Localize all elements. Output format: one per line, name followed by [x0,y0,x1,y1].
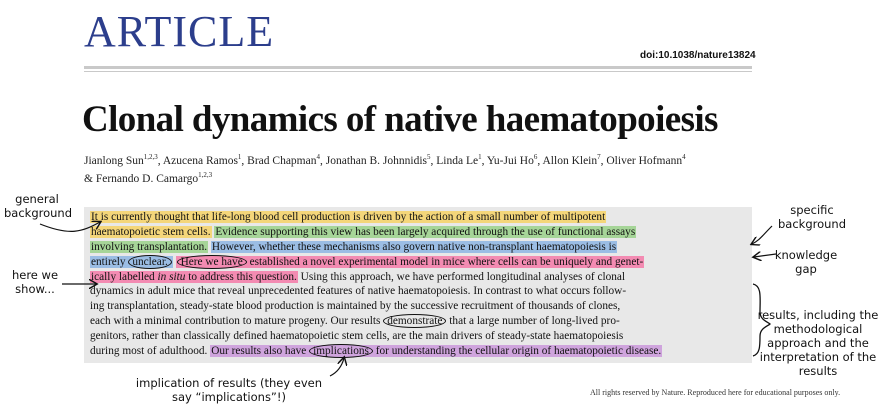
author: Oliver Hofmann [606,154,683,167]
circled-word-unclear: unclear. [128,255,171,269]
annotation-knowledge-gap: knowledge gap [774,248,838,276]
author: Jianlong Sun [84,154,144,167]
annotation-here-we-show: here we show... [11,268,59,296]
annotation-general-background: general background [4,192,73,220]
specific-background-highlight: Evidence supporting this view has been largely acquired through the use of functional assays [215,225,636,238]
circled-word-demonstrate: demonstrate [383,314,446,328]
author-affiliation: 4 [682,153,686,161]
results-bracket [753,284,770,356]
author-affiliation: 5 [427,153,431,161]
abstract-line: dynamics in adult mice that reveal unprecedented features of native haematopoiesis. In contrast to what occurs follow- [90,285,627,298]
author-affiliation: 1,2,3 [198,170,213,179]
abstract-text: established a novel experimental model in mice where cells can be uniquely and genet- [249,255,644,268]
author-affiliation: 1 [478,153,482,161]
author: Linda Le [436,154,479,167]
author: Jonathan B. Johnnidis [325,154,427,167]
abstract-text: Using this approach, we have performed longitudinal analyses of clonal [300,270,626,283]
annotation-specific-background: specific background [777,203,847,231]
circled-word-implications: implications [309,344,373,358]
abstract-line: genitors, rather than classically defined haematopoietic stem cells, are the main drivers of steady-state haematopoiesis [90,330,624,343]
abstract-text: entirely [91,255,126,268]
abstract-text: Our results also have [211,345,307,358]
paper-title: Clonal dynamics of native haematopoiesis [82,99,718,140]
annotation-results: results, including the methodological approach and the interpretation of the results [757,308,879,378]
abstract-line: ing transplantation, steady-state blood production is maintained by the successive recruitment of thousands of clones, [90,300,621,313]
abstract-text: that a large number of long-lived pro- [449,315,620,328]
author: Azucena Ramos [162,154,238,167]
abstract-text: during most of adulthood. [90,345,208,358]
author-affiliation: 1 [237,153,242,161]
abstract-text: each with a minimal contribution to mature progeny. Our results [90,315,381,328]
arrow-general-background [40,222,100,231]
abstract-text: to address this question. [188,270,297,283]
arrow-implication [330,358,344,376]
abstract-italic: in situ [157,270,186,283]
abstract-text: ically labelled [91,270,155,283]
author-line-1: Jianlong Sun$^{1,2,3}$, Azucena Ramos$^1$, Brad Chapman$^4$, Jonathan B. Johnnidis$^5$, Linda Le$^1$, Yu-Jui Ho$^6$, Allon Klein$^7$, Oliver Hofmann$^4$ [84,153,686,167]
abstract-text: for understanding the cellular origin of haematopoietic disease. [375,345,662,358]
author-affiliation: 7 [597,153,601,161]
copyright-notice: All rights reserved by Nature. Reproduced here for educational purposes only. [590,388,841,397]
journal-name: ARTICLE [84,7,275,56]
doi-label: doi:10.1038/nature13824 [640,50,756,61]
author: Yu-Jui Ho [486,154,534,167]
knowledge-gap-highlight: However, whether these mechanisms also govern native non-transplant haematopoiesis is [211,240,617,253]
arrow-specific-background [752,226,772,244]
author-affiliation: 1,2,3 [143,153,158,161]
annotation-implication: implication of results (they even say “implications”!) [135,376,323,404]
author-affiliation: 4 [316,153,320,161]
author-affiliation: 6 [533,153,538,161]
circled-word-here-we-have: Here we have [177,255,247,269]
author-line-2: & Fernando D. Camargo$^{1,2,3}$ [84,170,213,185]
arrow-knowledge-gap [754,254,776,257]
author: Fernando D. Camargo [95,172,199,185]
author: Brad Chapman [247,154,317,167]
general-background-highlight: It is currently thought that life-long blood cell production is driven by the action of a small number of multipotent [91,211,606,223]
general-background-highlight: haematopoietic stem cells. [91,225,211,238]
specific-background-highlight: involving transplantation. [91,240,208,253]
author: Allon Klein [542,154,598,167]
